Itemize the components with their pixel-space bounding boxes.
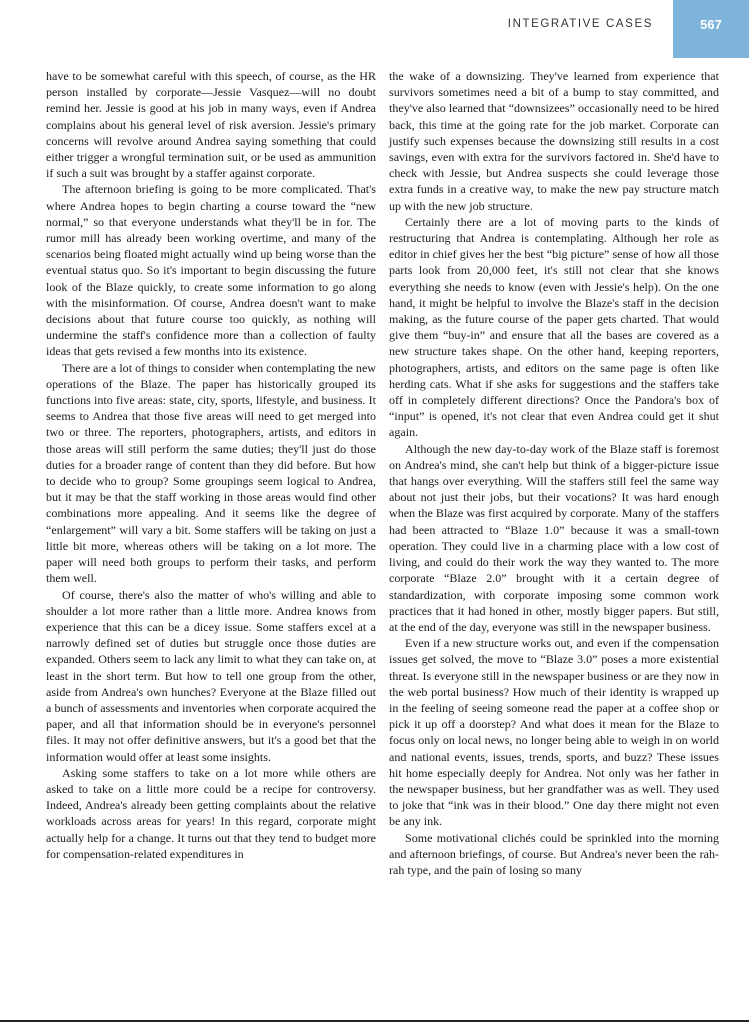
paragraph: Some motivational clichés could be sprinkled into the morning and afternoon briefings, of course. But Andrea's never been the rah-rah type, and the pain of losing so many bbox=[389, 830, 719, 877]
paragraph: Certainly there are a lot of moving parts to the kinds of restructuring that Andrea is contemplating. Although her role as editor in chief gives her the best “big picture” sense of how all those parts look from 20,000 feet, it's still not clear that she knows everything she needs to know (even with Jessie's help). On the one hand, it might be helpful to involve the Blaze's staff in the decision making, as the future course of the paper gets charted. That would give them “buy-in” and ensure that all the bases are covered as a new structure takes shape. On the other hand, keeping reporters, photographers, artists, and editors on the same page is often like herding cats. What if she asks for suggestions and the staffers take off in completely different directions? Once the Pandora's box of “input” is opened, it's not clear that even Andrea could get it shut again. bbox=[389, 214, 719, 440]
paragraph: The afternoon briefing is going to be more complicated. That's where Andrea hopes to begin charting a course toward the “new normal,” so that everyone understands what they'll be in for. The rumor mill has already been working overtime, and many of the scenarios being floated might actually wind up being worse than the eventual status quo. So it's important to begin discussing the future look of the Blaze quickly, to create some information to go along with the misinformation. Of course, Andrea doesn't want to make decisions about that future course too quickly, as nothing will undermine the staff's confidence more than a collection of faulty ideas that gets revised a few months into its existence. bbox=[46, 182, 376, 359]
paragraph: Although the new day-to-day work of the Blaze staff is foremost on Andrea's mind, she can't help but think of a bigger-picture issue that hangs over everything. Will the staffers still feel the same way about not just their jobs, but their vocations? It was hard enough when the Blaze was first acquired by corporate. Many of the staffers had been attracted to “Blaze 1.0” because it was a small-town operation. They could live in a charming place with a low cost of living, and could do their work the way they wanted to. The more corporate “Blaze 2.0” brought with it a certain degree of standardization, with corporate imposing some common work practices that it had honed in other, mostly bigger papers. But still, at the end of the day, everyone was still in the newspaper business. bbox=[389, 441, 719, 634]
left-column bbox=[46, 68, 376, 862]
paragraph: Of course, there's also the matter of who's willing and able to shoulder a lot more rather than a little more. Andrea knows from experience that this can be a dicey issue. Some staffers excel at a narrowly defined set of duties but struggle once those duties are expanded. Others seem to lack any limit to what they can take on, at least in the short term. But how to tell one group from the other, aside from Andrea's own hunches? Everyone at the Blaze filled out a bunch of assessments and inventories when corporate acquired the paper, and all that information should be in everyone's personnel files. It may not offer definitive answers, but it's a good bet that the information would offer at least some insights. bbox=[46, 587, 376, 764]
running-header-section: INTEGRATIVE CASES bbox=[507, 18, 653, 30]
paragraph: have to be somewhat careful with this speech, of course, as the HR person installed by corporate—Jessie Vasquez—will no doubt remind her. Jessie is good at his job in many ways, even if Andrea complains about his general level of risk aversion. Jessie's primary concerns will revolve around Andrea saying something that could either trigger a wrongful termination suit, or be used as ammunition if such a suit was brought by a staffer against corporate. bbox=[46, 69, 376, 181]
paragraph: There are a lot of things to consider when contemplating the new operations of the Blaze. The paper has historically grouped its functions into five areas: state, city, sports, lifestyle, and business. It seems to Andrea that those five areas will need to get merged into two or three. The reporters, photographers, artists, and editors in those areas will still perform the same duties; they'll just do those duties for a broader range of content than they did before. But how to decide who to group? Some groupings seem logical to Andrea, but it may be that the staff working in those areas would find other combinations more appealing. And it seems like the degree of “enlargement” will vary a bit. Some staffers will be taking on just a little bit more, whereas others will be taking on a lot more. The paper will need both groups to perform their tasks, and perform them well. bbox=[46, 360, 376, 586]
page-number-tab bbox=[673, 0, 749, 58]
paragraph: the wake of a downsizing. They've learned from experience that survivors sometimes need a bit of a bump to stay committed, and they've also learned that “downsizees” occasionally need to be hired back, this time at the going rate for the job market. Corporate can justify such expenses because the downsizing still results in a cost savings, even with extra for the survivors factored in. She'd have to check with Jessie, but Andrea suspects she could leverage those extra funds in a creative way, to make the new pay structure match up with the new job structure. bbox=[389, 69, 719, 213]
page-number: 567 bbox=[700, 17, 722, 32]
paragraph: Even if a new structure works out, and even if the compensation issues get solved, the move to “Blaze 3.0” poses a more existential threat. Is everyone still in the newspaper business or are they now in the web portal business? How much of their identity is wrapped up in the feeling of seeing someone read the paper at a coffee shop or pick it up off a doorstep? And what does it mean for the Blaze to focus only on local news, no longer being able to weigh in on world and national events, issues, trends, sports, and buzz? These issues hit home especially deeply for Andrea. Not only was her father in the newspaper business, but her grandfather was as well. They used to joke that “ink was in their blood.” One day there might not even be any ink. bbox=[389, 636, 719, 829]
right-column bbox=[389, 68, 719, 878]
footer-rule bbox=[0, 1020, 749, 1022]
paragraph: Asking some staffers to take on a lot more while others are asked to take on a little more could be a recipe for controversy. Indeed, Andrea's already been getting complaints about the relative workloads across areas for years! In this regard, corporate might actually help for a change. It turns out that they tend to budget more for compensation-related expenditures in bbox=[46, 765, 376, 861]
